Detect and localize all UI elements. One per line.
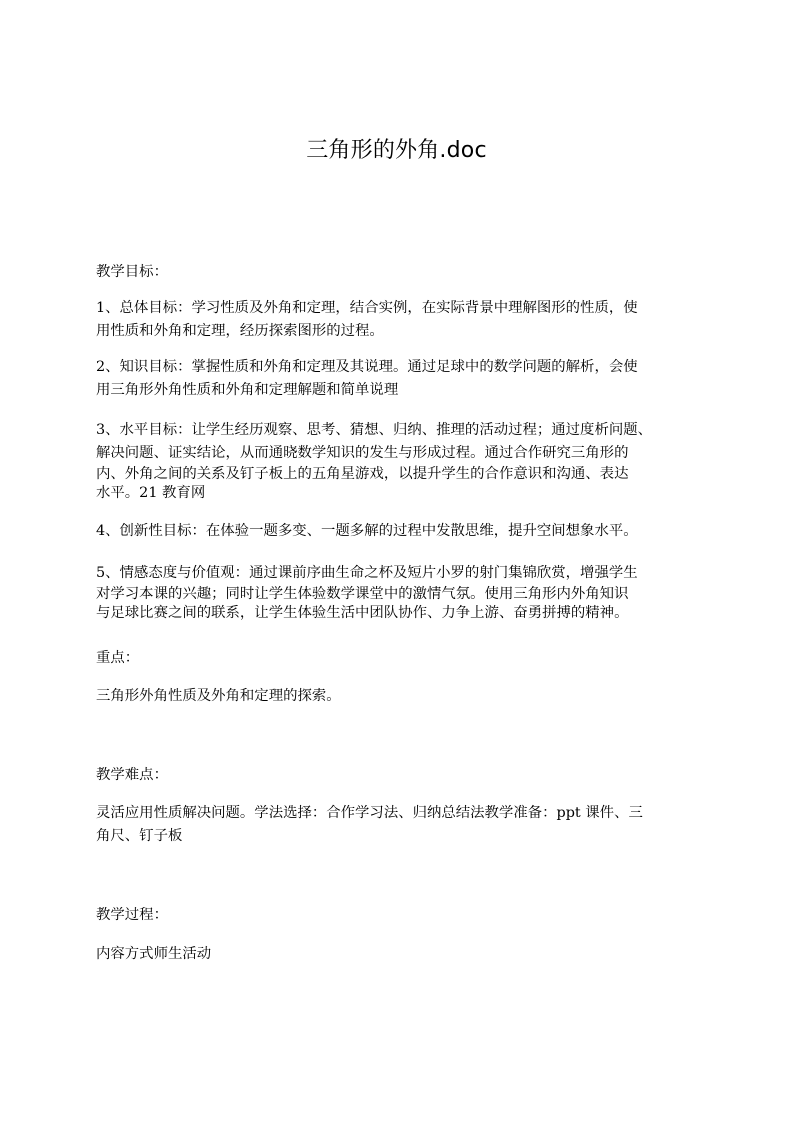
paragraph-line: 内容方式师生活动 bbox=[96, 946, 212, 962]
paragraph-line: 用性质和外角和定理，经历探索图形的过程。 bbox=[96, 323, 384, 339]
section-heading-process bbox=[96, 904, 701, 927]
section-label: 教学过程： bbox=[96, 907, 168, 923]
section-label: 教学目标： bbox=[96, 264, 168, 280]
paragraph-innovation-goal bbox=[96, 520, 701, 543]
paragraph-line: 4、创新性目标：在体验一题多变、一题多解的过程中发散思维，提升空间想象水平。 bbox=[96, 523, 638, 539]
paragraph-line: 1、总体目标：学习性质及外角和定理，结合实例，在实际背景中理解图形的性质，使 bbox=[96, 300, 638, 316]
section-label: 重点： bbox=[96, 650, 140, 666]
paragraph-ability-goal bbox=[96, 419, 701, 503]
paragraph-knowledge-goal bbox=[96, 356, 701, 402]
section-heading-key-points bbox=[96, 647, 701, 670]
paragraph-difficulties bbox=[96, 802, 701, 848]
paragraph-line: 三角形外角性质及外角和定理的探索。 bbox=[96, 688, 341, 704]
paragraph-line: 与足球比赛之间的联系，让学生体验生活中团队协作、力争上游、奋勇拼搏的精神。 bbox=[96, 605, 629, 621]
section-label: 教学难点： bbox=[96, 767, 168, 783]
section-heading-objectives bbox=[96, 261, 701, 284]
paragraph-line: 水平。21 教育网 bbox=[96, 485, 206, 501]
paragraph-emotion-goal bbox=[96, 562, 701, 623]
paragraph-line: 用三角形外角性质和外角和定理解题和简单说理 bbox=[96, 382, 399, 398]
paragraph-process bbox=[96, 943, 701, 966]
paragraph-overall-goal bbox=[96, 297, 701, 343]
paragraph-line: 解决问题、证实结论，从而通晓数学知识的发生与形成过程。通过合作研究三角形的 bbox=[96, 445, 629, 461]
paragraph-line: 角尺、钉子板 bbox=[96, 828, 183, 844]
paragraph-line: 5、情感态度与价值观：通过课前序曲生命之杯及短片小罗的射门集锦欣赏，增强学生 bbox=[96, 565, 638, 581]
paragraph-line: 2、知识目标：掌握性质和外角和定理及其说理。通过足球中的数学问题的解析，会使 bbox=[96, 359, 638, 375]
paragraph-key-points bbox=[96, 685, 701, 708]
paragraph-line: 对学习本课的兴趣；同时让学生体验数学课堂中的激情气氛。使用三角形内外角知识 bbox=[96, 586, 629, 602]
section-heading-difficulties bbox=[96, 764, 701, 787]
paragraph-line: 3、水平目标：让学生经历观察、思考、猜想、归纳、推理的活动过程；通过度析问题、 bbox=[96, 422, 653, 438]
paragraph-line: 内、外角之间的关系及钉子板上的五角星游戏，以提升学生的合作意识和沟通、表达 bbox=[96, 466, 629, 482]
paragraph-line: 灵活应用性质解决问题。学法选择：合作学习法、归纳总结法教学准备：ppt 课件、三 bbox=[96, 805, 643, 821]
document-title: 三角形的外角.doc bbox=[306, 138, 487, 163]
